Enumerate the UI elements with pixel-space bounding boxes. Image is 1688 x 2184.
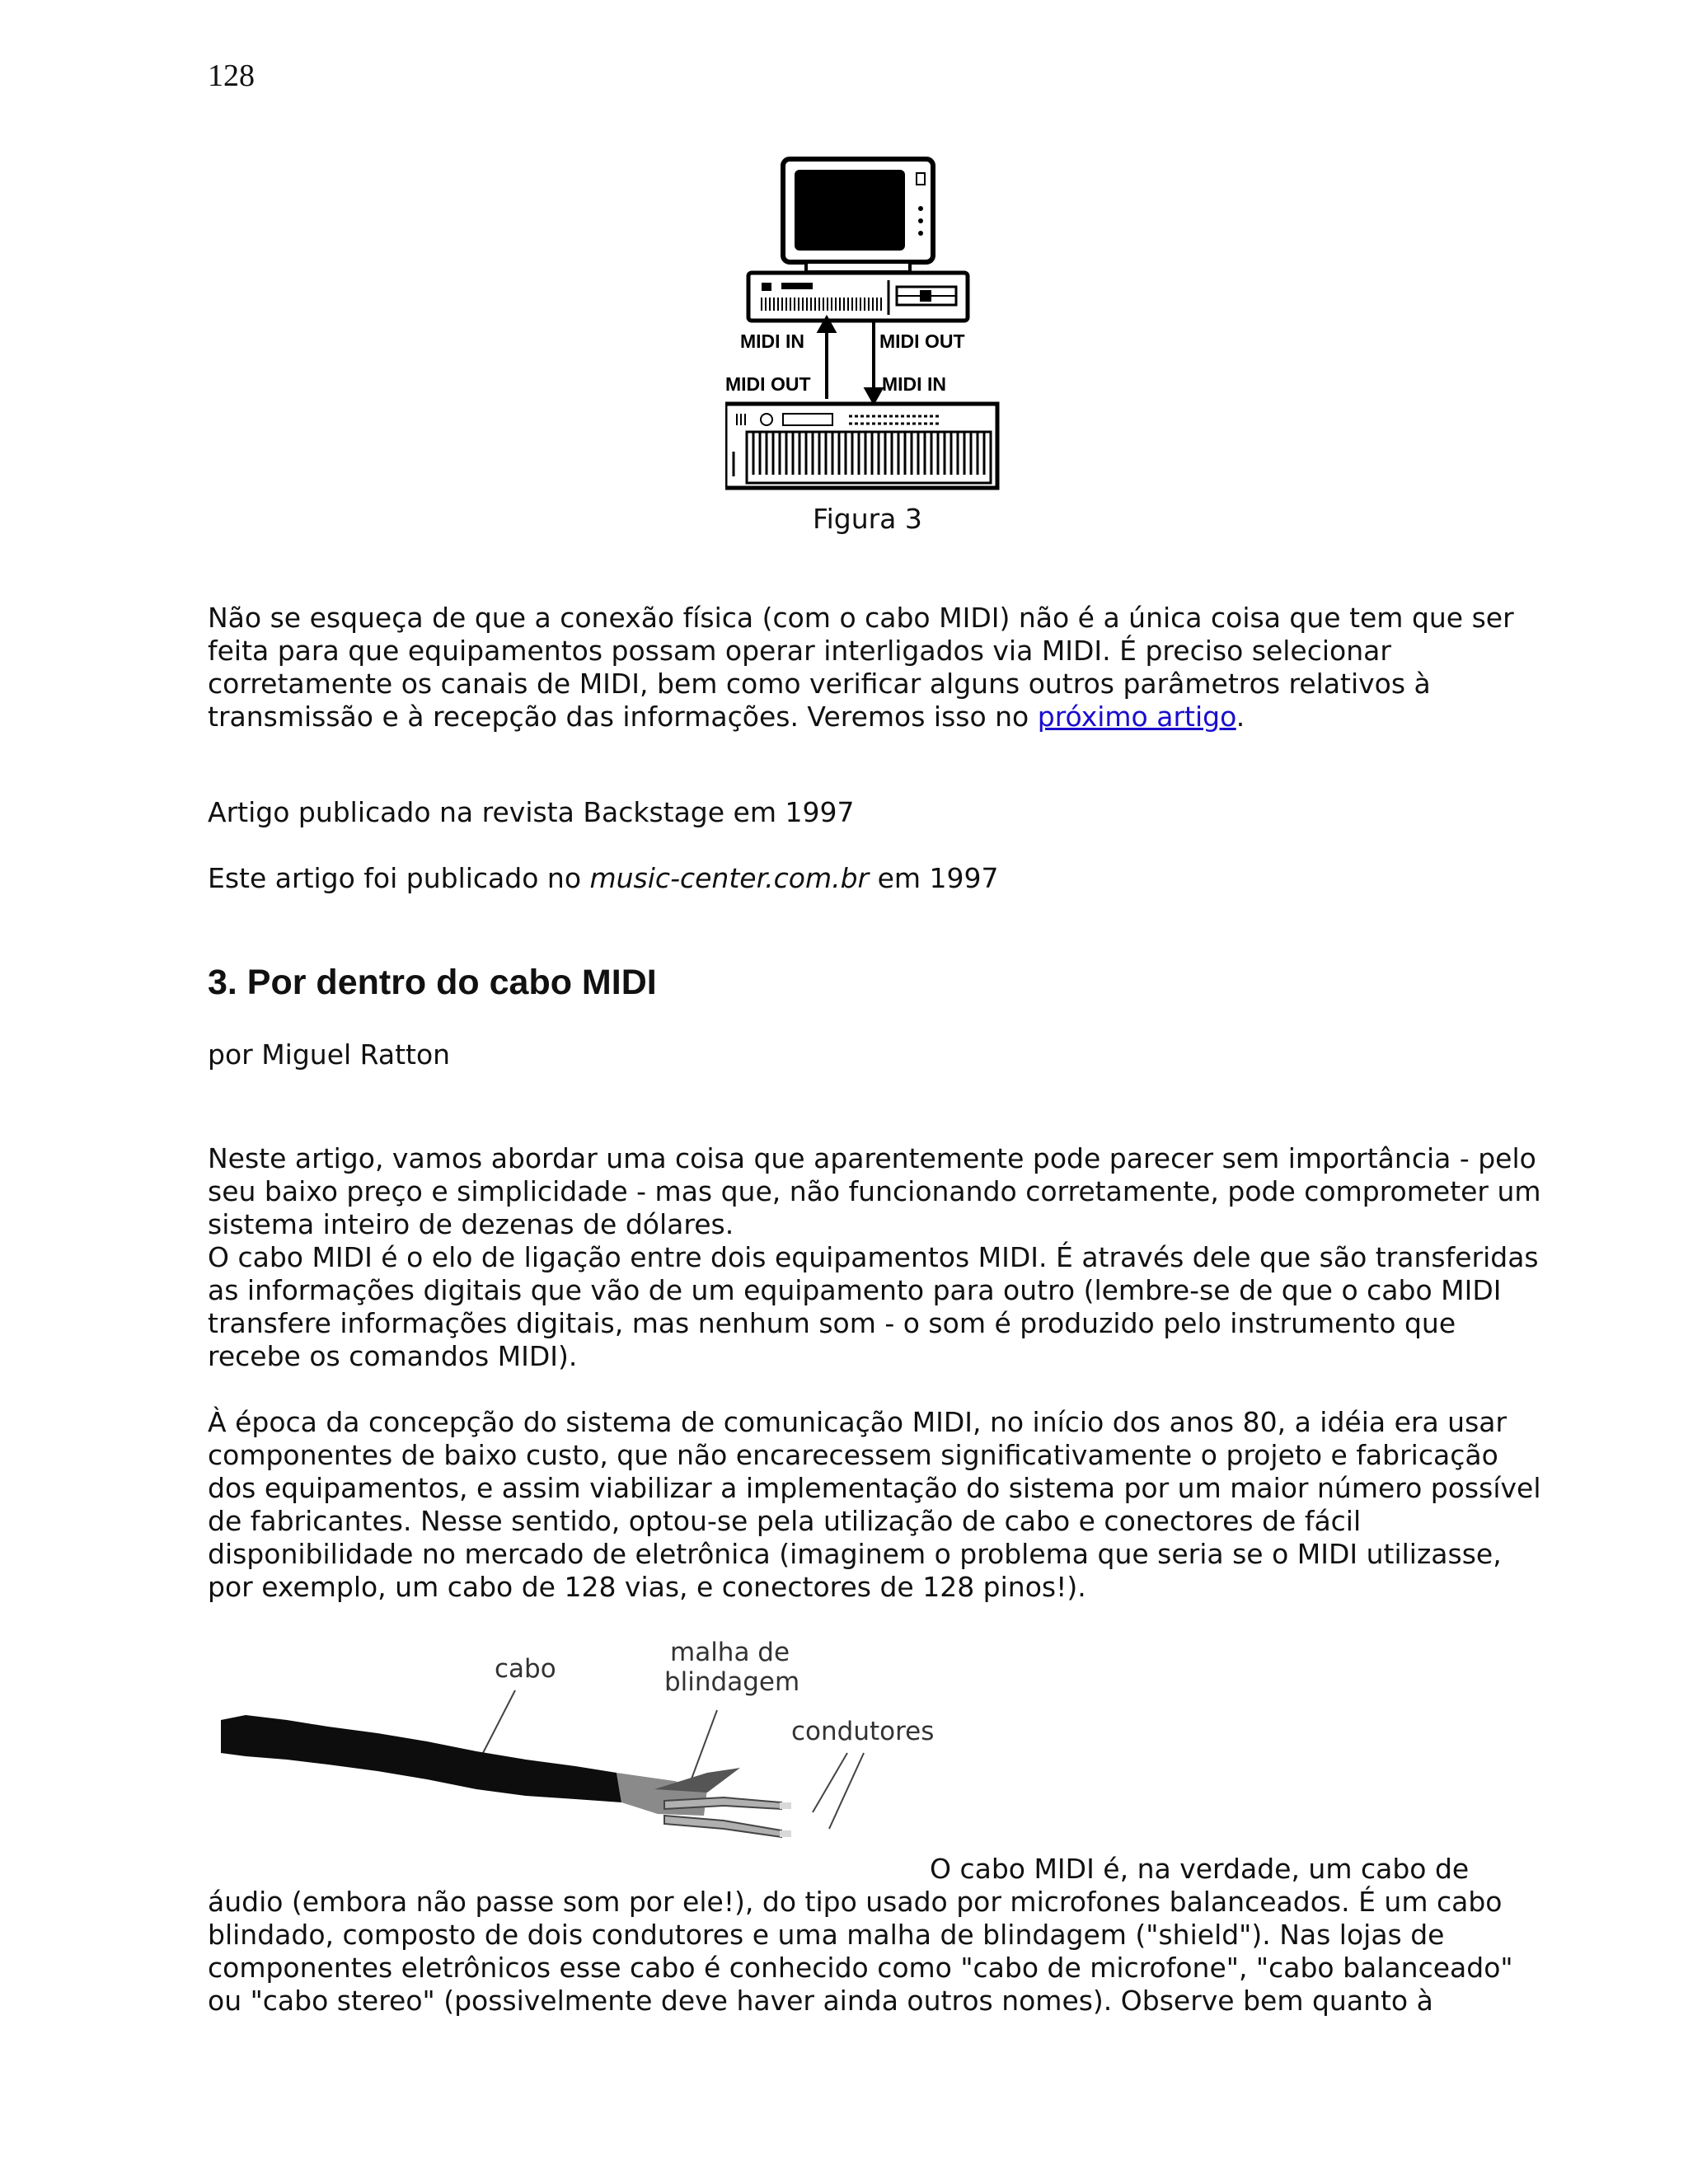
midi-cable-arrows [819, 318, 881, 402]
site-name: music-center.com.br [589, 862, 870, 894]
label-condutores: condutores [791, 1717, 935, 1746]
keyboard-midi-out-label: MIDI OUT [725, 373, 811, 395]
article-paragraph-4-first-line: O cabo MIDI é, na verdade, um cabo de [930, 1853, 1470, 1885]
figure-3-caption: Figura 3 [813, 503, 922, 535]
label-malha-line2: blindagem [664, 1667, 800, 1697]
intro-text: Não se esqueça de que a conexão física (com o cabo MIDI) não é a única coisa que tem que ser feita para que equipamentos possam operar interligados via MIDI. É preciso selecionar corretamente os canais de MIDI, bem como verificar alguns outros parâmetros relativos à transmissão e à recepção das informações. Veremos isso no [208, 602, 1514, 733]
article-heading: 3. Por dentro do cabo MIDI [208, 963, 657, 1002]
byline: por Miguel Ratton [208, 1038, 451, 1071]
figure-3-midi-connection [725, 155, 1006, 493]
computer-midi-out-label: MIDI OUT [879, 330, 965, 352]
label-cabo: cabo [495, 1654, 556, 1684]
site-note-start: Este artigo foi publicado no [208, 862, 590, 894]
keyboard-midi-in-label: MIDI IN [882, 373, 946, 395]
next-article-link[interactable]: próximo artigo [1037, 701, 1236, 733]
cable-cross-section-diagram [213, 1628, 938, 1867]
article-paragraph-1: Neste artigo, vamos abordar uma coisa que aparentemente pode parecer sem importância - pelo seu baixo preço e simplicidade - mas que, não funcionando corretamente, pode comprometer um sistema inteiro de dezenas de dólares. [208, 1142, 1541, 1240]
computer-base-icon [748, 273, 968, 321]
cable-body-icon [221, 1715, 791, 1837]
computer-midi-in-label: MIDI IN [740, 330, 804, 352]
page-number: 128 [208, 59, 255, 93]
article-paragraph-4: áudio (embora não passe som por ele!), do tipo usado por microfones balanceados. É um cabo blindado, composto de dois condutores e uma malha de blindagem ("shield"). Nas lojas de componentes eletrônicos esse cabo é conhecido como "cabo de microfone", "cabo balanceado" ou "cabo stereo" (possivelmente deve haver ainda outros nomes). Observe bem quanto à [208, 1886, 1513, 2017]
published-note: Artigo publicado na revista Backstage em 1997 [208, 796, 855, 828]
article-paragraph-2: O cabo MIDI é o elo de ligação entre dois equipamentos MIDI. É através dele que são transferidas as informações digitais que vão de um equipamento para outro (lembre-se de que o cabo MIDI transfere informações digitais, mas nenhum som - o som é produzido pelo instrumento que recebe os comandos MIDI). [208, 1241, 1539, 1372]
keyboard-icon [725, 404, 997, 488]
intro-end: . [1236, 701, 1245, 733]
site-note [208, 862, 1543, 895]
article-paragraph-3: À época da concepção do sistema de comunicação MIDI, no início dos anos 80, a idéia era usar componentes de baixo custo, que não encarecessem significativamente o projeto e fabricação dos equipamentos, e assim viabilizar a implementação do sistema por um maior número possível de fabricantes. Nesse sentido, optou-se pela utilização de cabo e conectores de fácil disponibilidade no mercado de eletrônica (imaginem o problema que seria se o MIDI utilizasse, por exemplo, um cabo de 128 vias, e conectores de 128 pinos!). [208, 1406, 1541, 1603]
label-malha-line1: malha de [670, 1638, 790, 1667]
monitor-icon [783, 159, 933, 272]
midi-connection-diagram [725, 155, 1006, 493]
intro-paragraph [208, 602, 1543, 733]
site-note-end: em 1997 [869, 862, 999, 894]
midi-cable-illustration [213, 1628, 938, 1867]
